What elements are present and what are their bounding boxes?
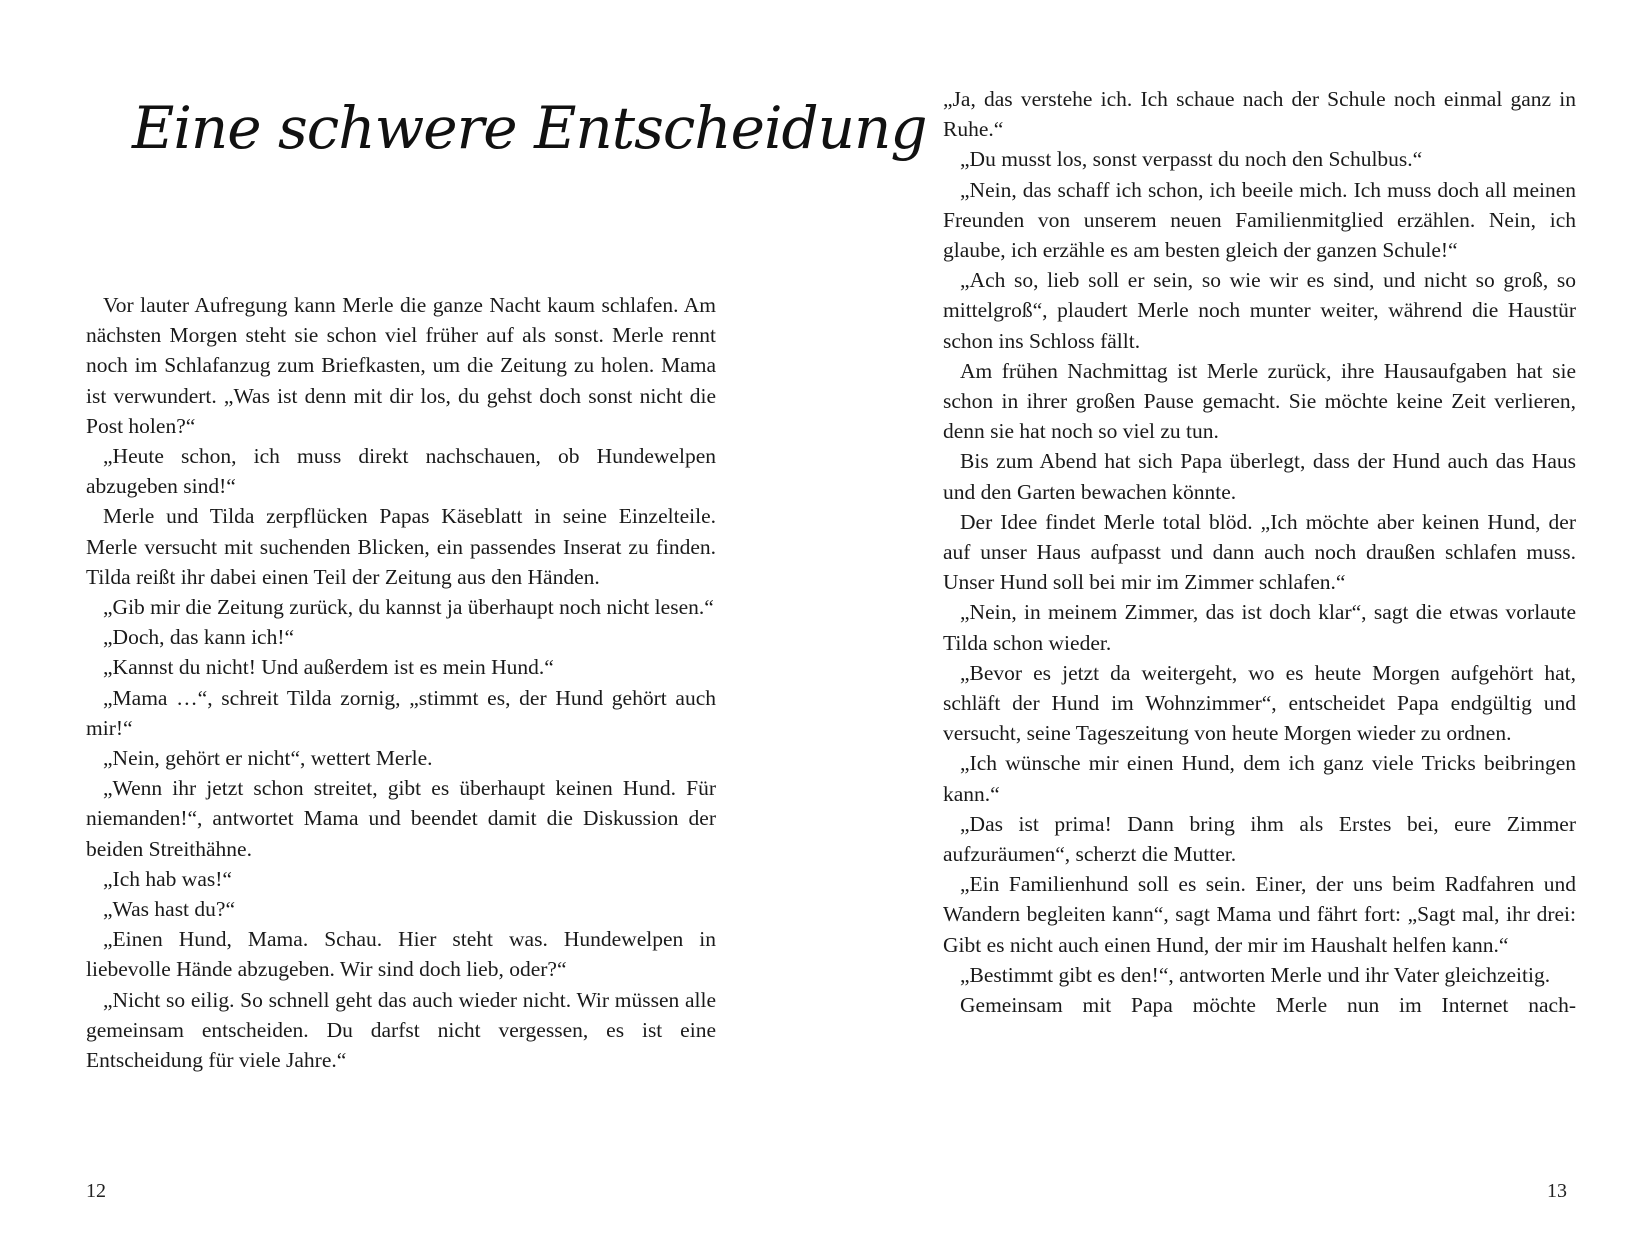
paragraph: „Ich hab was!“ xyxy=(103,866,232,891)
paragraph: „Bevor es jetzt da weitergeht, wo es heute Morgen aufgehört hat, schläft der Hund im Wohnzimmer“, entscheidet Papa endgültig und versucht, seine Tageszeitung von heute Morgen wieder zu ordnen. xyxy=(943,660,1576,746)
paragraph: „Was hast du?“ xyxy=(103,897,235,922)
paragraph: Bis zum Abend hat sich Papa überlegt, dass der Hund auch das Haus und den Garten bewachen könnte. xyxy=(943,449,1576,504)
left-page-text xyxy=(86,290,716,1075)
paragraph: „Kannst du nicht! Und außerdem ist es mein Hund.“ xyxy=(103,655,554,680)
paragraph: „Nein, gehört er nicht“, wettert Merle. xyxy=(103,746,433,771)
right-page xyxy=(825,0,1650,1240)
paragraph: Der Idee findet Merle total blöd. „Ich möchte aber keinen Hund, der auf unser Haus aufpasst und dann auch noch draußen schlafen muss. Unser Hund soll bei mir im Zimmer schlafen.“ xyxy=(943,509,1576,595)
paragraph: Vor lauter Aufregung kann Merle die ganze Nacht kaum schlafen. Am nächsten Morgen steht sie schon viel früher auf als sonst. Merle rennt noch im Schlafanzug zum Briefkasten, um die Zeitung zu holen. Mama ist verwundert. „Was ist denn mit dir los, du gehst doch sonst nicht die Post holen?“ xyxy=(86,293,716,438)
paragraph: „Heute schon, ich muss direkt nachschauen, ob Hundewelpen abzugeben sind!“ xyxy=(86,444,716,499)
paragraph: „Nein, in meinem Zimmer, das ist doch klar“, sagt die etwas vorlaute Tilda schon wieder. xyxy=(943,600,1576,655)
right-page-text xyxy=(943,84,1576,1020)
page-number-left: 12 xyxy=(86,1180,106,1202)
paragraph: „Doch, das kann ich!“ xyxy=(103,625,295,650)
paragraph: „Ach so, lieb soll er sein, so wie wir es sind, und nicht so groß, so mittelgroß“, plaudert Merle noch munter weiter, während die Haustür schon ins Schloss fällt. xyxy=(943,268,1576,353)
paragraph: „Einen Hund, Mama. Schau. Hier steht was. Hundewelpen in liebevolle Hände abzugeben. Wir sind doch lieb, oder?“ xyxy=(86,927,716,982)
paragraph: Gemeinsam mit Papa möchte Merle nun im Internet nach- xyxy=(960,993,1576,1018)
paragraph: „Das ist prima! Dann bring ihm als Erstes bei, eure Zimmer aufzuräumen“, scherzt die Mutter. xyxy=(943,811,1576,867)
paragraph: „Bestimmt gibt es den!“, antworten Merle und ihr Vater gleichzeitig. xyxy=(960,962,1551,987)
paragraph: „Du musst los, sonst verpasst du noch den Schulbus.“ xyxy=(960,147,1423,172)
paragraph: „Ich wünsche mir einen Hund, dem ich ganz viele Tricks beibringen kann.“ xyxy=(943,751,1576,806)
paragraph: „Nicht so eilig. So schnell geht das auch wieder nicht. Wir müssen alle gemeinsam entscheiden. Du darfst nicht vergessen, es ist eine Entscheidung für viele Jahre.“ xyxy=(86,987,716,1073)
paragraph: „Gib mir die Zeitung zurück, du kannst ja überhaupt noch nicht lesen.“ xyxy=(103,595,714,620)
page-number-right: 13 xyxy=(1547,1180,1567,1202)
paragraph: Am frühen Nachmittag ist Merle zurück, ihre Hausaufgaben hat sie schon in ihrer großen Pause gemacht. Sie möchte keine Zeit verlieren, denn sie hat noch so viel zu tun. xyxy=(943,358,1576,444)
paragraph: „Wenn ihr jetzt schon streitet, gibt es überhaupt keinen Hund. Für niemanden!“, antwortet Mama und beendet damit die Diskussion der beiden Streithähne. xyxy=(86,776,716,861)
paragraph: „Mama …“, schreit Tilda zornig, „stimmt es, der Hund gehört auch mir!“ xyxy=(86,685,716,740)
paragraph: Merle und Tilda zerpflücken Papas Käseblatt in seine Einzelteile. Merle versucht mit suchenden Blicken, ein passendes Inserat zu finden. Tilda reißt ihr dabei einen Teil der Zeitung aus den Händen. xyxy=(86,504,716,589)
paragraph: „Ein Familienhund soll es sein. Einer, der uns beim Radfahren und Wandern begleiten kann“, sagt Mama und fährt fort: „Sagt mal, ihr drei: Gibt es nicht auch einen Hund, der mir im Haushalt helfen kann.“ xyxy=(943,872,1576,957)
paragraph: „Ja, das verstehe ich. Ich schaue nach der Schule noch einmal ganz in Ruhe.“ xyxy=(943,87,1576,142)
chapter-title: Eine schwere Entscheidung xyxy=(132,94,927,162)
paragraph: „Nein, das schaff ich schon, ich beeile mich. Ich muss doch all meinen Freunden von unserem neuen Familienmitglied erzählen. Nein, ich glaube, ich erzähle es am besten gleich der ganzen Schule!“ xyxy=(943,177,1576,263)
